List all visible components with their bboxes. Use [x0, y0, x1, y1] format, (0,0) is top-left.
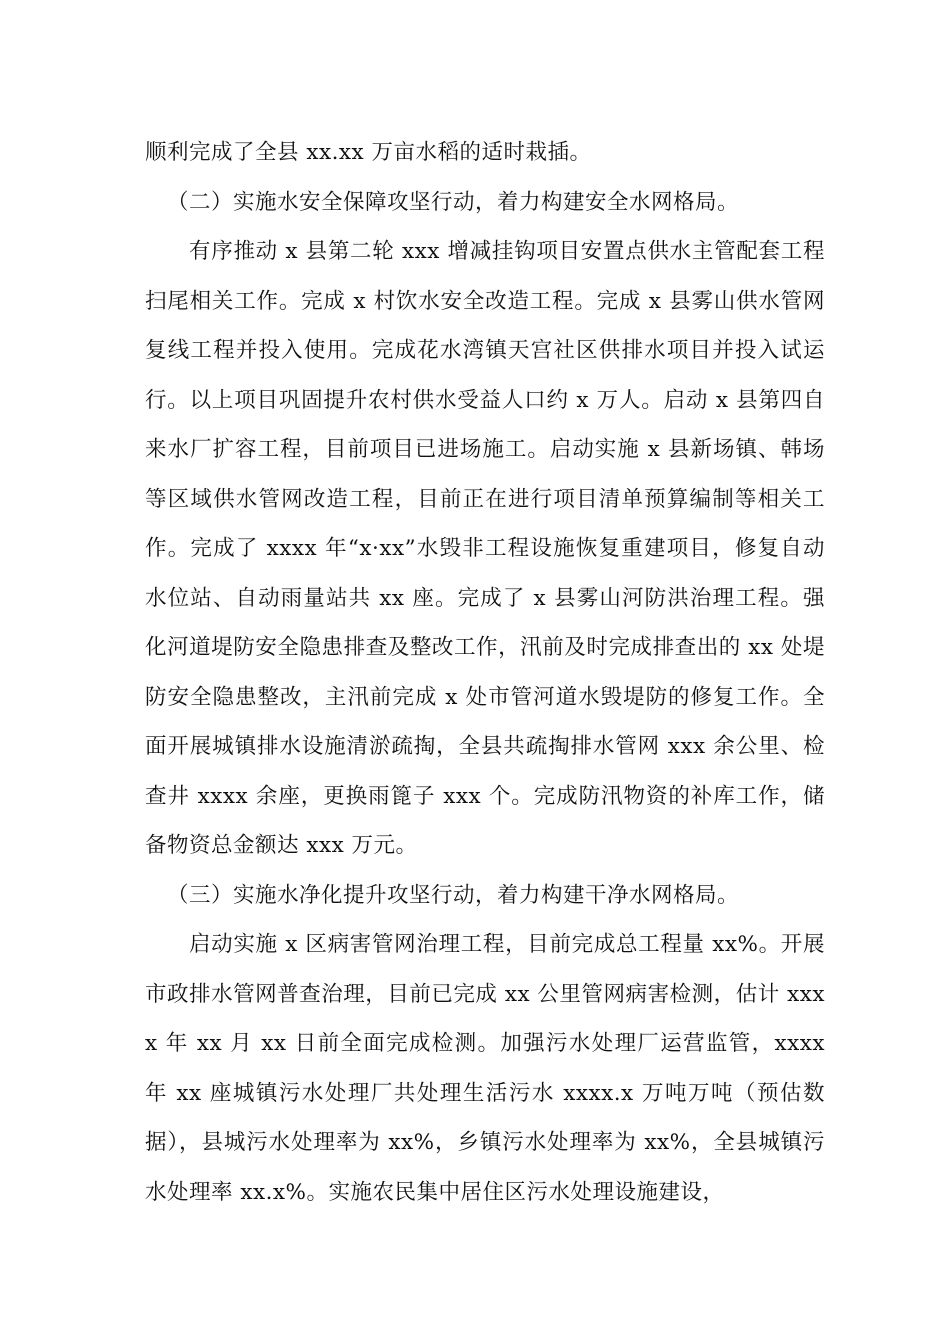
- paragraph-water-purification: 启动实施 x 区病害管网治理工程，目前完成总工程量 xx%。开展市政排水管网普查治理，目前已完成 xx 公里管网病害检测，估计 xxxx 年 xx 月 xx 日前全面完成检测。加强污水处理厂运营监管，xxxx 年 xx 座城镇污水处理厂共处理生活污水 xxxx.x 万吨万吨（预估数据），县城污水处理率为 xx%，乡镇污水处理率为 xx%，全县城镇污水处理率 xx.x%。实施农民集中居住区污水处理设施建设，: [145, 932, 825, 1205]
- section-heading-2: （二）实施水安全保障攻坚行动，着力构建安全水网格局。: [167, 189, 740, 215]
- section-heading-3: （三）实施水净化提升攻坚行动，着力构建干净水网格局。: [167, 882, 740, 908]
- paragraph-continuation: 顺利完成了全县 xx.xx 万亩水稻的适时栽插。: [145, 140, 592, 165]
- document-body: [145, 128, 825, 1217]
- paragraph-water-safety: 有序推动 x 县第二轮 xxx 增减挂钩项目安置点供水主管配套工程扫尾相关工作。完成 x 村饮水安全改造工程。完成 x 县雾山供水管网复线工程并投入使用。完成花水湾镇天宫社区供排水项目并投入试运行。以上项目巩固提升农村供水受益人口约 x 万人。启动 x 县第四自来水厂扩容工程，目前项目已进场施工。启动实施 x 县新场镇、韩场等区域供水管网改造工程，目前正在进行项目清单预算编制等相关工作。完成了 xxxx 年“x·xx”水毁非工程设施恢复重建项目，修复自动水位站、自动雨量站共 xx 座。完成了 x 县雾山河防洪治理工程。强化河道堤防安全隐患排查及整改工作，汛前及时完成排查出的 xx 处堤防安全隐患整改，主汛前完成 x 处市管河道水毁堤防的修复工作。全面开展城镇排水设施清淤疏掏，全县共疏掏排水管网 xxx 余公里、检查井 xxxx 余座，更换雨篦子 xxx 个。完成防汛物资的补库工作，储备物资总金额达 xxx 万元。: [145, 239, 825, 858]
